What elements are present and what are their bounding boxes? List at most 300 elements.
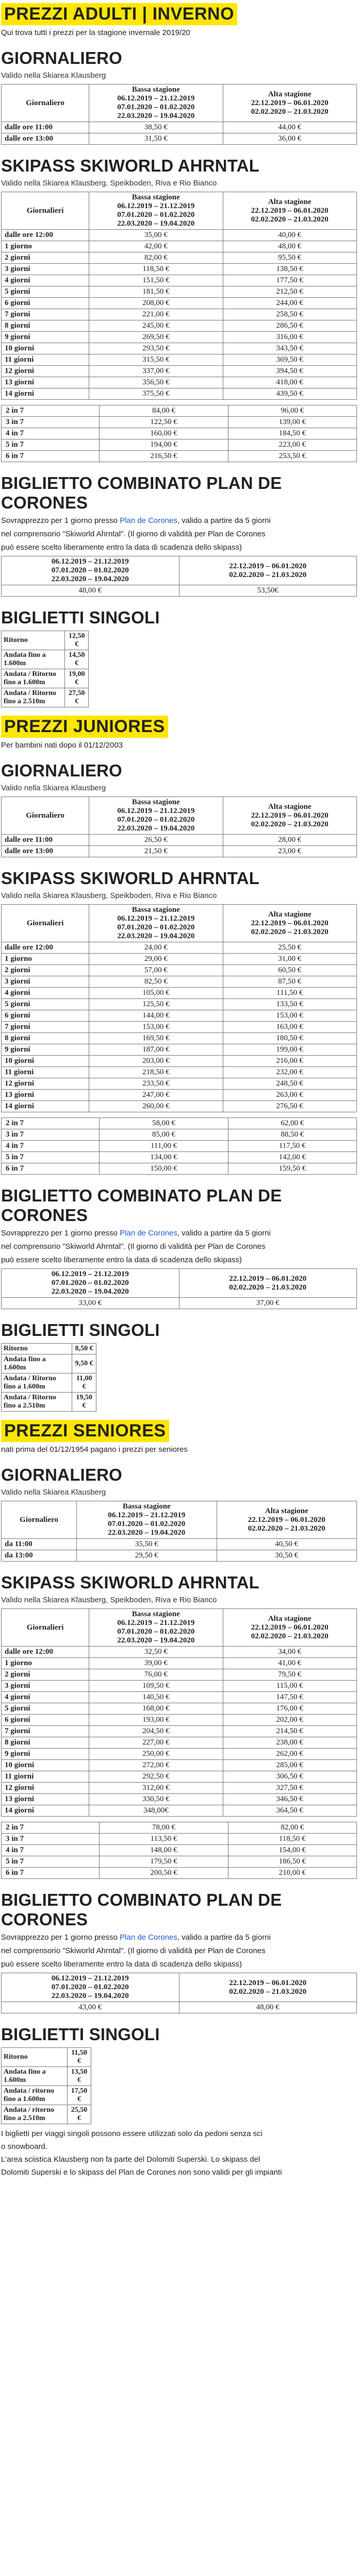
price-bassa: 125,50 €: [89, 999, 223, 1010]
row-label: 4 giorni: [2, 1692, 89, 1703]
price-bassa: 348,00€: [89, 1805, 223, 1817]
row-label: 2 in 7: [2, 1822, 100, 1834]
price-alta: 41,00 €: [223, 1658, 356, 1669]
table-header-row: [2, 905, 357, 942]
row-label: 6 in 7: [2, 1163, 100, 1175]
price-alta: 199,00 €: [223, 1044, 356, 1056]
price-alta: 23,00 €: [223, 846, 356, 857]
table-row: [2, 1658, 357, 1669]
price-alta: 176,00 €: [223, 1703, 356, 1715]
price-bassa: 247,00 €: [89, 1090, 223, 1101]
table-row: [2, 1163, 357, 1175]
price-alta: 276,50 €: [223, 1101, 356, 1112]
table-row: [2, 1669, 357, 1681]
junior-giornaliero-sub: Valido nella Skiarea Klausberg: [1, 784, 106, 792]
combinato-title: BIGLIETTO COMBINATO PLAN DE CORONES: [1, 473, 282, 512]
price-bassa: 293,50 €: [89, 343, 223, 354]
row-label: 1 giorno: [2, 241, 89, 252]
table-row: [2, 377, 357, 388]
row-label: dalle ore 12:00: [2, 942, 89, 954]
price-bassa: 24,00 €: [89, 942, 223, 954]
price-bassa: 140,50 €: [89, 1692, 223, 1703]
adult-giornaliero-table: [1, 84, 357, 145]
table-row: dalle ore 11:00 38,50 € 44,00 €: [2, 122, 357, 133]
row-label: 3 in 7: [2, 417, 100, 428]
table-header-row: [2, 1501, 357, 1539]
price-alta: 223,00 €: [228, 439, 356, 451]
row-label: 4 giorni: [2, 275, 89, 286]
price-bassa: 42,00 €: [89, 241, 223, 252]
table-row: [2, 1868, 357, 1879]
price-bassa: 82,00 €: [89, 252, 223, 264]
price-bassa: 35,50 €: [77, 1539, 217, 1550]
price-alta: 48,00 €: [223, 241, 356, 252]
row-label: 10 giorni: [2, 1056, 89, 1067]
table-row: [2, 988, 357, 999]
table-row: [2, 332, 357, 343]
row-label: 5 giorni: [2, 999, 89, 1010]
price-alta: 364,50 €: [223, 1805, 356, 1817]
row-label: 1 giorno: [2, 1658, 89, 1669]
row-label: 1 giorno: [2, 954, 89, 965]
col-alta: Alta stagione 22.12.2019 – 06.01.2020 02.02.2020 – 21.03.2020: [223, 192, 356, 230]
row-label: 9 giorni: [2, 1749, 89, 1760]
table-row: [2, 965, 357, 976]
table-row: 43,00 € 48,00 €: [2, 2002, 357, 2013]
row-label: Andata fino a 1.600m: [2, 1354, 72, 1374]
price-alta: 60,50 €: [223, 965, 356, 976]
row-label: Andata / ritorno fino a 1.600m: [2, 2086, 68, 2105]
table-row: [2, 1760, 357, 1771]
price-bassa: 122,50 €: [100, 417, 228, 428]
price-alta: 216,00 €: [223, 1056, 356, 1067]
row-label: 5 in 7: [2, 1152, 100, 1163]
price-alta: 133,50 €: [223, 999, 356, 1010]
junior-singoli-title: BIGLIETTI SINGOLI: [1, 1320, 160, 1340]
price: 13,50 €: [67, 2067, 91, 2086]
price: 11,50 €: [67, 2048, 91, 2067]
row-label: 4 in 7: [2, 428, 100, 439]
table-row: [2, 1647, 357, 1658]
price-alta: 79,50 €: [223, 1669, 356, 1681]
price-alta: 153,00 €: [223, 1010, 356, 1022]
table-row: [2, 1129, 357, 1141]
price-bassa: 29,50 €: [77, 1550, 217, 1562]
price-alta: 369,50 €: [223, 354, 356, 366]
table-row: [2, 976, 357, 988]
junior-singoli-table: [1, 1343, 96, 1412]
price-alta: 316,00 €: [223, 332, 356, 343]
row-label: 14 giorni: [2, 388, 89, 400]
adult-singoli-table: [1, 631, 89, 707]
table-row: [2, 999, 357, 1010]
price-alta: 394,50 €: [223, 366, 356, 377]
col-giornaliero: Giornalieri: [2, 905, 89, 942]
junior-combinato-text-3: può essere scelto liberamente entro la data di scadenza dello skipass): [1, 1256, 242, 1264]
price-alta: 180,50 €: [223, 1033, 356, 1044]
table-row: [2, 1090, 357, 1101]
row-label: 14 giorni: [2, 1805, 89, 1817]
row-label: Andata / Ritorno fino a 2.510m: [2, 688, 65, 707]
row-label: 8 giorni: [2, 320, 89, 332]
senior-combinato-title: BIGLIETTO COMBINATO PLAN DE CORONES: [1, 1890, 282, 1929]
plan-de-corones-link[interactable]: Plan de Corones: [120, 1933, 177, 1942]
price-bassa: 312,00 €: [89, 1783, 223, 1794]
col-giornaliero: Giornaliero: [2, 1501, 77, 1539]
table-row: [2, 1344, 96, 1354]
table-row: [2, 286, 357, 298]
row-label: 3 in 7: [2, 1834, 100, 1845]
table-row: [2, 1044, 357, 1056]
price: 25,50 €: [67, 2105, 91, 2124]
price-bassa: 150,00 €: [100, 1163, 228, 1175]
price-bassa: 78,00 €: [100, 1822, 228, 1834]
row-label: 5 giorni: [2, 286, 89, 298]
table-row: 48,00 € 53,50€: [2, 585, 357, 597]
col-bassa: Bassa stagione 06.12.2019 – 21.12.2019 07.01.2020 – 01.02.2020 22.03.2020 – 19.04.2020: [89, 797, 223, 835]
adult-skipass-table: [1, 192, 357, 400]
senior-prices-title: PREZZI SENIORES: [1, 1420, 169, 1442]
price-alta: 258,50 €: [223, 309, 356, 320]
row-label: 9 giorni: [2, 332, 89, 343]
price-alta: 163,00 €: [223, 1022, 356, 1033]
price-alta: 28,00 €: [223, 835, 356, 846]
col-alta: Alta stagione 22.12.2019 – 06.01.2020 02.02.2020 – 21.03.2020: [223, 797, 356, 835]
row-label: 11 giorni: [2, 1067, 89, 1078]
table-row: [2, 1078, 357, 1090]
col-bassa: Bassa stagione 06.12.2019 – 21.12.2019 07.01.2020 – 01.02.2020 22.03.2020 – 19.04.2020: [89, 1609, 223, 1647]
price-bassa: 144,00 €: [89, 1010, 223, 1022]
table-row: [2, 343, 357, 354]
row-label: 14 giorni: [2, 1101, 89, 1112]
row-label: Andata fino a 1.600m: [2, 2067, 68, 2086]
col-bassa: Bassa stagione 06.12.2019 – 21.12.2019 07.01.2020 – 01.02.2020 22.03.2020 – 19.04.2020: [89, 192, 223, 230]
row-label: Andata / Ritorno fino a 1.600m: [2, 1374, 72, 1393]
row-label: 6 in 7: [2, 1868, 100, 1879]
table-row: [2, 1067, 357, 1078]
row-label: da 13:00: [2, 1550, 77, 1562]
price-bassa: 118,50 €: [89, 264, 223, 275]
row-label: 7 giorni: [2, 309, 89, 320]
senior-combinato-table: 06.12.2019 – 21.12.2019 07.01.2020 – 01.02.2020 22.03.2020 – 19.04.2020 22.12.2019 – 06.01.2020 02.02.2020 – 21.03.2020 43,00 € 48,00 €: [1, 1973, 357, 2013]
table-row: [2, 1822, 357, 1834]
price-alta: 25,50 €: [223, 942, 356, 954]
row-label: 5 in 7: [2, 439, 100, 451]
row-label: da 11:00: [2, 1539, 77, 1550]
price: 19,50 €: [72, 1393, 96, 1412]
price-alta: 117,50 €: [228, 1141, 356, 1152]
senior-giornaliero-title: GIORNALIERO: [1, 1465, 123, 1484]
price-bassa: 29,00 €: [89, 954, 223, 965]
row-label: 2 giorni: [2, 965, 89, 976]
season-lead: Qui trova tutti i prezzi per la stagione invernale 2019/20: [1, 28, 190, 37]
row-label: 3 giorni: [2, 1681, 89, 1692]
plan-de-corones-link[interactable]: Plan de Corones: [120, 516, 177, 525]
price-alta: 232,00 €: [223, 1067, 356, 1078]
price-alta: 147,50 €: [223, 1692, 356, 1703]
table-row: [2, 650, 89, 669]
price-bassa: 221,00 €: [89, 309, 223, 320]
table-row: [2, 1715, 357, 1726]
table-row: [2, 1550, 357, 1562]
junior-combinato-text-1: Sovrapprezzo per 1 giorno presso Plan de Corones, valido a partire da 5 giorni: [1, 1229, 271, 1238]
price-bassa: 26,50 €: [89, 835, 223, 846]
price-bassa: 227,00 €: [89, 1737, 223, 1749]
row-label: 4 in 7: [2, 1845, 100, 1856]
row-label: dalle ore 12:00: [2, 1647, 89, 1658]
price: 19,00 €: [65, 669, 89, 688]
table-row: [2, 1783, 357, 1794]
price-alta: 118,50 €: [228, 1834, 356, 1845]
table-row: dalle ore 13:00 31,50 € 36,00 €: [2, 133, 357, 145]
combinato-text-2: nel comprensorio "Skiworld Ahrntal". (Il giorno di validità per Plan de Corones: [1, 530, 266, 538]
senior-singoli-title: BIGLIETTI SINGOLI: [1, 2025, 160, 2044]
senior-combinato-text-2: nel comprensorio "Skiworld Ahrntal". (Il giorno di validità per Plan de Corones: [1, 1946, 266, 1955]
table-row: [2, 1056, 357, 1067]
price-bassa: 330,50 €: [89, 1794, 223, 1805]
price-bassa: 216,50 €: [100, 451, 228, 462]
price-bassa: 32,50 €: [89, 1647, 223, 1658]
price-bassa: 76,00 €: [89, 1669, 223, 1681]
row-label: 2 giorni: [2, 252, 89, 264]
table-row: [2, 417, 357, 428]
price-bassa: 153,00 €: [89, 1022, 223, 1033]
price-alta: 285,00 €: [223, 1760, 356, 1771]
table-row: [2, 451, 357, 462]
junior-multi-table: [1, 1117, 357, 1175]
price-bassa: 233,50 €: [89, 1078, 223, 1090]
row-label: 11 giorni: [2, 1771, 89, 1783]
price-bassa: 356,50 €: [89, 377, 223, 388]
price-bassa: 200,50 €: [100, 1868, 228, 1879]
price-alta: 184,50 €: [228, 428, 356, 439]
price-alta: 210,00 €: [228, 1868, 356, 1879]
price-bassa: 292,50 €: [89, 1771, 223, 1783]
price-bassa: 194,00 €: [100, 439, 228, 451]
price: 17,50 €: [67, 2086, 91, 2105]
price-alta: 40,00 €: [223, 230, 356, 241]
price-bassa: 134,00 €: [100, 1152, 228, 1163]
table-row: [2, 2086, 91, 2105]
price: 11,00 €: [72, 1374, 96, 1393]
col-bassa: Bassa stagione 06.12.2019 – 21.12.2019 07.01.2020 – 01.02.2020 22.03.2020 – 19.04.2020: [89, 84, 223, 122]
price-bassa: 151,50 €: [89, 275, 223, 286]
table-row: [2, 1539, 357, 1550]
price-bassa: 82,50 €: [89, 976, 223, 988]
price-bassa: 57,00 €: [89, 965, 223, 976]
footnote-4: Dolomiti Superski e lo skipass del Plan de Corones non sono validi per gli impianti: [1, 2168, 282, 2177]
price-alta: 154,00 €: [228, 1845, 356, 1856]
table-row: [2, 354, 357, 366]
table-row: [2, 1805, 357, 1817]
footnote-3: L'area sciistica Klausberg non fa parte del Dolomiti Superski. Lo skipass del: [1, 2155, 260, 2164]
price-alta: 262,00 €: [223, 1749, 356, 1760]
senior-lead: nati prima del 01/12/1954 pagano i prezzi per seniores: [1, 1445, 188, 1454]
table-row: [2, 942, 357, 954]
price-alta: 418,00 €: [223, 377, 356, 388]
table-row: [2, 241, 357, 252]
table-row: [2, 1726, 357, 1737]
price-bassa: 315,50 €: [89, 354, 223, 366]
combinato-text-1: Sovrapprezzo per 1 giorno presso Plan de Corones, valido a partire da 5 giorni: [1, 516, 271, 525]
price-bassa: 181,50 €: [89, 286, 223, 298]
table-row: [2, 1737, 357, 1749]
table-row: [2, 1681, 357, 1692]
row-label: 2 giorni: [2, 1669, 89, 1681]
price-bassa: 109,50 €: [89, 1681, 223, 1692]
row-label: 12 giorni: [2, 366, 89, 377]
price-bassa: 21,50 €: [89, 846, 223, 857]
row-label: 5 giorni: [2, 1703, 89, 1715]
price-alta: 214,50 €: [223, 1726, 356, 1737]
row-label: 8 giorni: [2, 1737, 89, 1749]
junior-giornaliero-title: GIORNALIERO: [1, 761, 123, 780]
row-label: 2 in 7: [2, 405, 100, 417]
price-bassa: 260,00 €: [89, 1101, 223, 1112]
senior-giornaliero-table: [1, 1501, 357, 1562]
price-bassa: 39,00 €: [89, 1658, 223, 1669]
row-label: 3 in 7: [2, 1129, 100, 1141]
price-alta: 30,50 €: [217, 1550, 356, 1562]
combinato-text-3: può essere scelto liberamente entro la data di scadenza dello skipass): [1, 543, 242, 552]
row-label: 8 giorni: [2, 1033, 89, 1044]
senior-skipass-title: SKIPASS SKIWORLD AHRNTAL: [1, 1573, 260, 1592]
table-row: [2, 669, 89, 688]
row-label: 9 giorni: [2, 1044, 89, 1056]
table-row: [2, 1393, 96, 1412]
col-bassa: Bassa stagione 06.12.2019 – 21.12.2019 07.01.2020 – 01.02.2020 22.03.2020 – 19.04.2020: [89, 905, 223, 942]
price-alta: 263,00 €: [223, 1090, 356, 1101]
table-row: [2, 1118, 357, 1129]
table-row: [2, 1794, 357, 1805]
table-row: [2, 439, 357, 451]
price-alta: 139,00 €: [228, 417, 356, 428]
table-row: [2, 1771, 357, 1783]
price-alta: 327,50 €: [223, 1783, 356, 1794]
junior-combinato-text-2: nel comprensorio "Skiworld Ahrntal". (Il giorno di validità per Plan de Corones: [1, 1242, 266, 1251]
price-alta: 40,50 €: [217, 1539, 356, 1550]
senior-combinato-text-1: Sovrapprezzo per 1 giorno presso Plan de Corones, valido a partire da 5 giorni: [1, 1933, 271, 1942]
table-row: [2, 846, 357, 857]
footnote-1: I biglietti per viaggi singoli possono essere utilizzati solo da pedoni senza sci: [1, 2129, 262, 2138]
price-alta: 202,00 €: [223, 1715, 356, 1726]
price-bassa: 245,00 €: [89, 320, 223, 332]
price-bassa: 203,00 €: [89, 1056, 223, 1067]
price-bassa: 204,50 €: [89, 1726, 223, 1737]
row-label: Ritorno: [2, 631, 65, 650]
senior-skipass-sub: Valido nella Skiarea Klausberg, Speikboden, Riva e Rio Bianco: [1, 1596, 217, 1604]
price-alta: 111,50 €: [223, 988, 356, 999]
price-alta: 34,00 €: [223, 1647, 356, 1658]
row-label: 13 giorni: [2, 1090, 89, 1101]
table-row: [2, 230, 357, 241]
price-bassa: 85,00 €: [100, 1129, 228, 1141]
row-label: 6 giorni: [2, 1010, 89, 1022]
table-row: [2, 1703, 357, 1715]
footnote-2: o snowboard.: [1, 2142, 48, 2151]
junior-skipass-table: [1, 904, 357, 1112]
row-label: 10 giorni: [2, 1760, 89, 1771]
col-giornaliero: Giornalieri: [2, 1609, 89, 1647]
price-bassa: 160,00 €: [100, 428, 228, 439]
table-row: [2, 366, 357, 377]
senior-combinato-text-3: può essere scelto liberamente entro la data di scadenza dello skipass): [1, 1960, 242, 1969]
row-label: 5 in 7: [2, 1856, 100, 1868]
price-bassa: 168,00 €: [89, 1703, 223, 1715]
table-row: [2, 954, 357, 965]
junior-skipass-sub: Valido nella Skiarea Klausberg, Speikboden, Riva e Rio Bianco: [1, 891, 217, 900]
junior-giornaliero-table: [1, 796, 357, 857]
table-row: [2, 631, 89, 650]
price-bassa: 218,50 €: [89, 1067, 223, 1078]
price-bassa: 113,50 €: [100, 1834, 228, 1845]
row-label: 3 giorni: [2, 264, 89, 275]
col-alta: Alta stagione 22.12.2019 – 06.01.2020 02.02.2020 – 21.03.2020: [223, 84, 356, 122]
row-label: 12 giorni: [2, 1783, 89, 1794]
price-bassa: 84,00 €: [100, 405, 228, 417]
row-label: 13 giorni: [2, 377, 89, 388]
col-bassa: Bassa stagione 06.12.2019 – 21.12.2019 07.01.2020 – 01.02.2020 22.03.2020 – 19.04.2020: [77, 1501, 217, 1539]
table-row: [2, 405, 357, 417]
price-alta: 142,00 €: [228, 1152, 356, 1163]
table-row: [2, 428, 357, 439]
price-bassa: 148,00 €: [100, 1845, 228, 1856]
senior-giornaliero-sub: Valido nella Skiarea Klausberg: [1, 1488, 106, 1497]
price: 8,50 €: [72, 1344, 96, 1354]
col-giornaliero: Giornalieri: [2, 192, 89, 230]
table-row: [2, 264, 357, 275]
row-label: 7 giorni: [2, 1022, 89, 1033]
table-row: [2, 1022, 357, 1033]
table-header-row: [2, 797, 357, 835]
col-alta: Alta stagione 22.12.2019 – 06.01.2020 02.02.2020 – 21.03.2020: [223, 1609, 356, 1647]
row-label: 7 giorni: [2, 1726, 89, 1737]
table-row: [2, 2105, 91, 2124]
price-alta: 95,50 €: [223, 252, 356, 264]
price-bassa: 272,00 €: [89, 1760, 223, 1771]
table-row: [2, 1374, 96, 1393]
price-alta: 306,50 €: [223, 1771, 356, 1783]
price-alta: 96,00 €: [228, 405, 356, 417]
price-alta: 286,50 €: [223, 320, 356, 332]
junior-combinato-table: 06.12.2019 – 21.12.2019 07.01.2020 – 01.02.2020 22.03.2020 – 19.04.2020 22.12.2019 – 06.01.2020 02.02.2020 – 21.03.2020 33,00 € 37,00 €: [1, 1268, 357, 1309]
row-label: Andata fino a 1.600m: [2, 650, 65, 669]
col-alta: Alta stagione 22.12.2019 – 06.01.2020 02.02.2020 – 21.03.2020: [217, 1501, 356, 1539]
col-alta: Alta stagione 22.12.2019 – 06.01.2020 02.02.2020 – 21.03.2020: [223, 905, 356, 942]
table-row: [2, 388, 357, 400]
price-alta: 253,50 €: [228, 451, 356, 462]
row-label: 4 giorni: [2, 988, 89, 999]
price-alta: 248,50 €: [223, 1078, 356, 1090]
senior-skipass-table: [1, 1608, 357, 1817]
row-label: Ritorno: [2, 2048, 68, 2067]
price-alta: 244,00 €: [223, 298, 356, 309]
plan-de-corones-link[interactable]: Plan de Corones: [120, 1229, 177, 1238]
senior-singoli-table: [1, 2047, 91, 2124]
price-bassa: 187,00 €: [89, 1044, 223, 1056]
price-alta: 115,00 €: [223, 1681, 356, 1692]
price-alta: 138,50 €: [223, 264, 356, 275]
row-label: 6 giorni: [2, 1715, 89, 1726]
price: 9,50 €: [72, 1354, 96, 1374]
junior-combinato-title: BIGLIETTO COMBINATO PLAN DE CORONES: [1, 1186, 282, 1225]
price-alta: 346,50 €: [223, 1794, 356, 1805]
singoli-title: BIGLIETTI SINGOLI: [1, 608, 160, 627]
price-alta: 186,50 €: [228, 1856, 356, 1868]
price-bassa: 105,00 €: [89, 988, 223, 999]
price-alta: 82,00 €: [228, 1822, 356, 1834]
price-alta: 87,50 €: [223, 976, 356, 988]
